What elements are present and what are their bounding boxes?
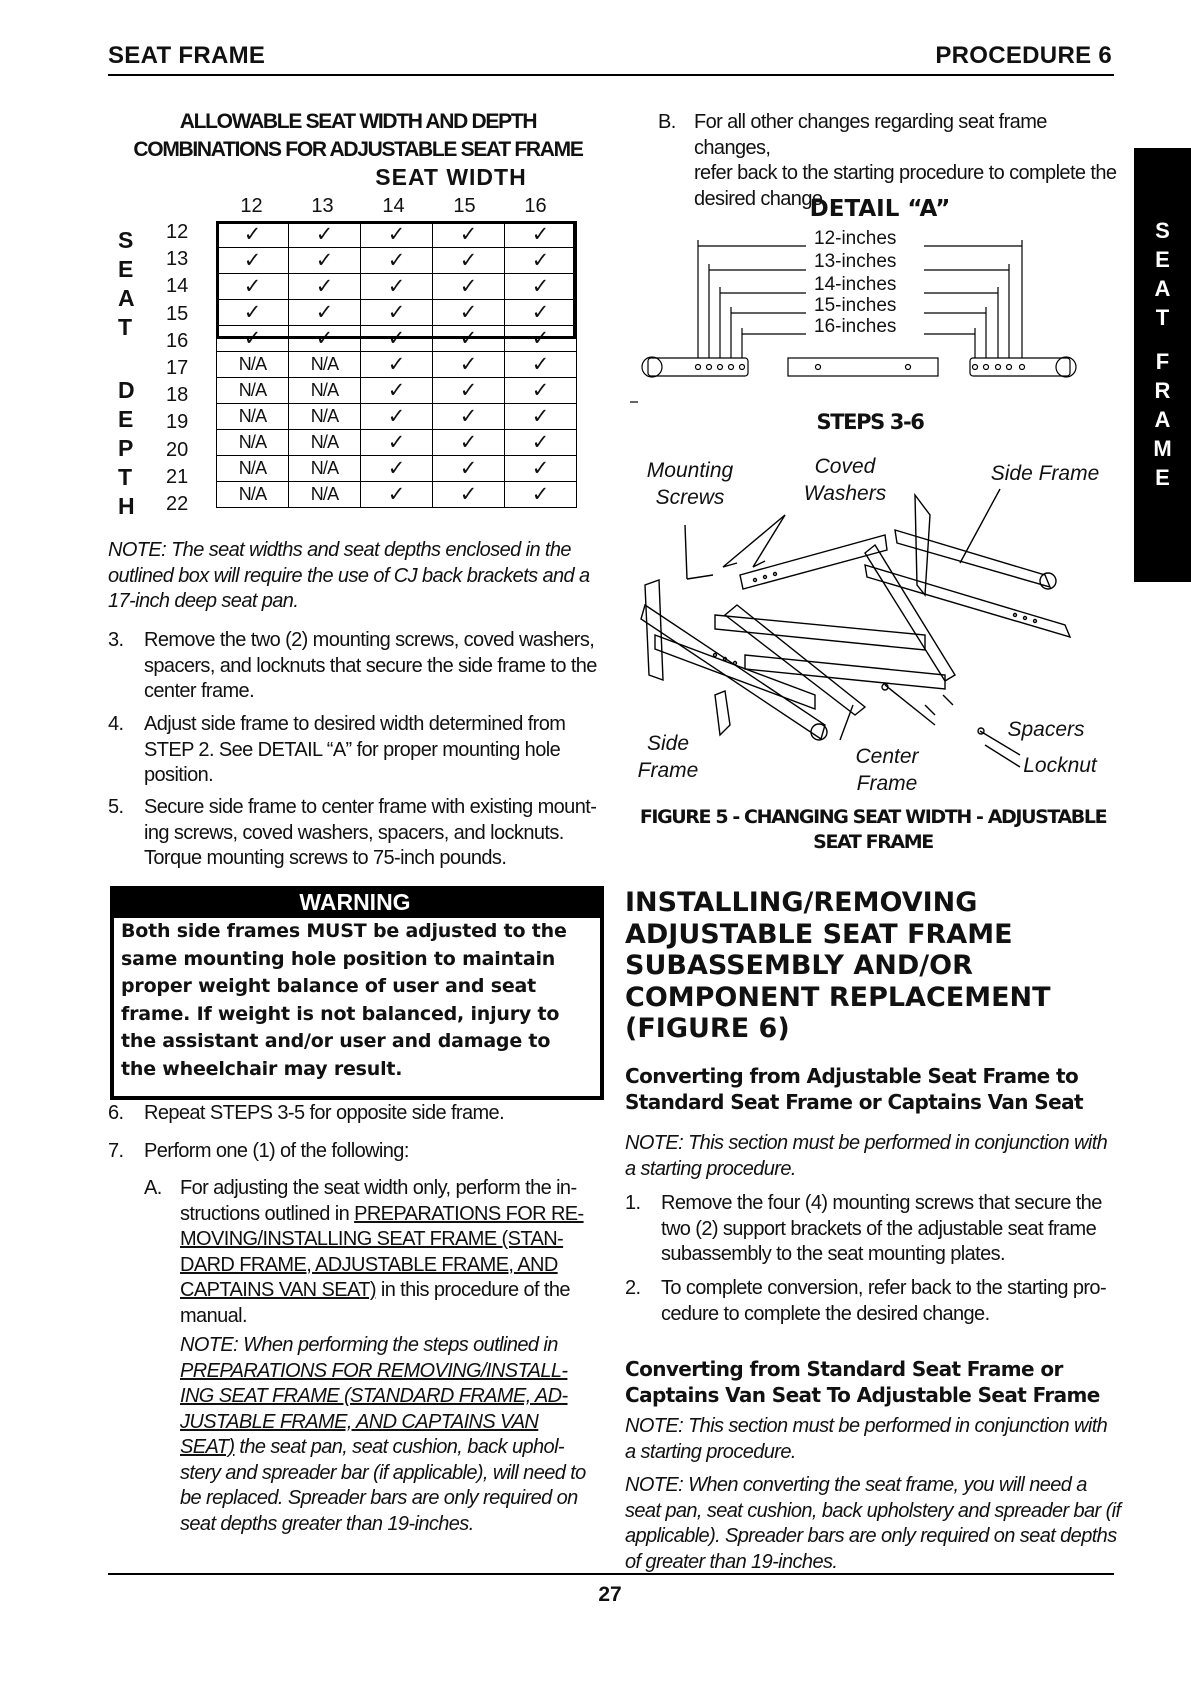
step-number: 1.	[625, 1192, 641, 1214]
side-tab-letter: T	[1155, 305, 1170, 330]
label-side-frame: Side Frame	[990, 462, 1100, 485]
table-cell: ✓	[433, 326, 505, 352]
label-line: Center	[855, 745, 919, 768]
table-row	[217, 248, 577, 274]
depth-letter: T	[118, 314, 133, 340]
table-cell: ✓	[505, 456, 577, 482]
table-cell: ✓	[505, 378, 577, 404]
table-cell: ✓	[505, 248, 577, 274]
table-cell: ✓	[289, 248, 361, 274]
side-tab-letter: R	[1154, 378, 1171, 403]
table-row	[217, 404, 577, 430]
note-line: stery and spreader bar (if applicable), will need to	[180, 1461, 586, 1484]
step-line: cedure to complete the desired change.	[661, 1302, 990, 1325]
side-tab-letter: A	[1154, 276, 1171, 301]
warning-line: proper weight balance of user and seat	[121, 975, 537, 997]
step-text: Repeat STEPS 3-5 for opposite side frame.	[144, 1102, 505, 1124]
note-line: NOTE: The seat widths and seat depths enclosed in the	[108, 539, 571, 561]
step-text: in this procedure of the	[375, 1279, 570, 1301]
row-header: 21	[166, 465, 189, 488]
table-cell: ✓	[505, 222, 577, 248]
procedure-link[interactable]: SEAT)	[180, 1436, 235, 1458]
row-header: 15	[166, 302, 189, 325]
label-line: Mounting	[646, 459, 734, 482]
row-header: 22	[166, 493, 189, 515]
header-rule	[108, 74, 1114, 76]
note-line: 17-inch deep seat pan.	[108, 590, 299, 612]
step-number: 6.	[108, 1102, 124, 1124]
table-row	[217, 378, 577, 404]
step-letter: B.	[658, 111, 676, 133]
warning-text	[121, 918, 587, 1083]
note-line: NOTE: When converting the seat frame, you will need a	[625, 1474, 1087, 1496]
table-cell: N/A	[289, 378, 361, 404]
label-mounting-screws	[635, 457, 745, 511]
note-line: be replaced. Spreader bars are only required on	[180, 1487, 578, 1509]
note-line: NOTE: This section must be performed in conjunction with	[625, 1132, 1108, 1154]
note-line: of greater than 19-inches.	[625, 1550, 838, 1573]
note-converting	[625, 1473, 1125, 1575]
step-text: structions outlined in	[180, 1202, 355, 1225]
table-row	[217, 300, 577, 326]
column-header: 13	[311, 195, 334, 217]
table-cell: ✓	[361, 326, 433, 352]
warning-line: the wheelchair may result.	[121, 1057, 403, 1080]
dimension-label: 13-inches	[814, 251, 897, 272]
label-line: Frame	[637, 759, 699, 782]
table-cell: ✓	[289, 222, 361, 248]
step-line: Remove the two (2) mounting screws, coved washers,	[144, 629, 595, 651]
procedure-link[interactable]: CAPTAINS VAN SEAT)	[180, 1279, 376, 1301]
section-title	[625, 887, 1125, 1045]
side-tab-letter: E	[1155, 247, 1170, 272]
step-line	[180, 1202, 604, 1228]
note-line: seat depths greater than 19-inches.	[180, 1512, 474, 1535]
step-line: manual.	[180, 1304, 247, 1327]
table-cell: ✓	[433, 300, 505, 326]
warning-line: Both side frames MUST be adjusted to the	[121, 920, 567, 942]
step-line: STEP 2. See DETAIL “A” for proper mounting hole	[144, 738, 561, 761]
table-cell: ✓	[361, 352, 433, 378]
step-line: position.	[144, 764, 214, 786]
table-cell: ✓	[361, 482, 433, 508]
label-coved-washers	[790, 453, 900, 507]
side-tab-letter: A	[1154, 407, 1171, 432]
row-header: 12	[166, 221, 189, 243]
title-line: INSTALLING/REMOVING	[625, 887, 978, 918]
table-cell: ✓	[433, 404, 505, 430]
procedure-link[interactable]: JUSTABLE FRAME, AND CAPTAINS VAN	[180, 1410, 539, 1433]
table-title-line1: ALLOWABLE SEAT WIDTH AND DEPTH	[179, 110, 537, 133]
step-line: Secure side frame to center frame with existing mount-	[144, 796, 597, 818]
column-header: 14	[382, 195, 405, 217]
step-line: To complete conversion, refer back to the starting pro-	[661, 1277, 1107, 1299]
table-row	[217, 274, 577, 300]
table-cell: N/A	[289, 456, 361, 482]
depth-letter: E	[118, 406, 134, 432]
table-cell: ✓	[217, 326, 289, 352]
side-tab	[1134, 148, 1191, 582]
step-line: spacers, and locknuts that secure the side frame to the	[144, 654, 597, 677]
procedure-header: PROCEDURE 6	[935, 42, 1112, 69]
subheading-line: Captains Van Seat To Adjustable Seat Frame	[625, 1382, 1100, 1407]
table-cell: ✓	[433, 482, 505, 508]
table-cell: ✓	[289, 300, 361, 326]
depth-letter: H	[118, 493, 135, 519]
note-preparations	[180, 1333, 605, 1537]
label-line: Side	[646, 732, 690, 755]
note-line: seat pan, seat cushion, back upholstery and spreader bar (if	[625, 1499, 1121, 1522]
subheading-line: Converting from Standard Seat Frame or	[625, 1357, 1063, 1381]
table-row	[217, 482, 577, 508]
table-cell: ✓	[289, 274, 361, 300]
step-line: Adjust side frame to desired width determined from	[144, 713, 566, 735]
side-tab-letter: E	[1155, 465, 1170, 490]
side-tab-letter: S	[1155, 218, 1170, 243]
note-line: NOTE: When performing the steps outlined in	[180, 1334, 558, 1356]
caption-line: FIGURE 5 - CHANGING SEAT WIDTH - ADJUSTABLE	[639, 806, 1107, 828]
dimension-label: 12-inches	[814, 228, 897, 249]
table-cell: N/A	[217, 430, 289, 456]
seat-combination-table	[216, 221, 577, 508]
step-line	[180, 1278, 604, 1304]
label-spacers: Spacers	[1007, 718, 1085, 741]
step-number: 4.	[108, 713, 124, 735]
row-header: 16	[166, 329, 189, 352]
figure-5-caption	[628, 806, 1118, 853]
label-line: Screws	[655, 486, 725, 509]
table-cell: N/A	[217, 352, 289, 378]
table-cell: ✓	[361, 274, 433, 300]
table-title-line2: COMBINATIONS FOR ADJUSTABLE SEAT FRAME	[133, 138, 583, 161]
label-side-frame-front	[628, 730, 708, 784]
footer-rule	[108, 1573, 1114, 1575]
table-row	[217, 430, 577, 456]
table-cell: N/A	[289, 482, 361, 508]
note-line: applicable). Spreader bars are only required on seat depths	[625, 1525, 1117, 1547]
step-line: subassembly to the seat mounting plates.	[661, 1243, 1005, 1265]
table-cell: ✓	[505, 300, 577, 326]
procedure-link[interactable]: DARD FRAME, ADJUSTABLE FRAME, AND	[180, 1253, 558, 1276]
table-cell: ✓	[505, 352, 577, 378]
note-line: a starting procedure.	[625, 1440, 796, 1463]
note-cj-brackets	[108, 538, 608, 615]
table-cell: ✓	[505, 482, 577, 508]
step-line: center frame.	[144, 680, 255, 702]
depth-letter: P	[118, 435, 134, 461]
title-line: SUBASSEMBLY AND/OR	[625, 950, 973, 981]
row-header: 18	[166, 384, 189, 407]
label-center-frame	[842, 743, 932, 797]
table-cell: ✓	[217, 248, 289, 274]
subheading-standard-to-adjustable	[625, 1357, 1125, 1408]
warning-line: frame. If weight is not balanced, injury to	[121, 1002, 560, 1025]
note-line: a starting procedure.	[625, 1157, 796, 1180]
steps-title: STEPS 3-6	[816, 410, 924, 434]
table-cell: ✓	[505, 274, 577, 300]
subheading-adjustable-to-standard	[625, 1064, 1125, 1115]
row-header: 13	[166, 248, 189, 271]
table-cell: ✓	[505, 430, 577, 456]
detail-a-title: DETAIL “A”	[809, 196, 951, 222]
subheading-line: Converting from Adjustable Seat Frame to	[625, 1064, 1079, 1088]
table-cell: N/A	[217, 378, 289, 404]
dimension-label: 14-inches	[814, 274, 897, 295]
table-row	[217, 456, 577, 482]
warning-heading: WARNING	[110, 886, 600, 918]
subheading-line: Standard Seat Frame or Captains Van Seat	[625, 1089, 1083, 1114]
procedure-link[interactable]: PREPARATIONS FOR REMOVING/INSTALL-	[180, 1359, 568, 1382]
note-line	[180, 1435, 605, 1461]
step-number: 3.	[108, 629, 124, 651]
step-text: Perform one (1) of the following:	[144, 1140, 409, 1162]
table-cell: N/A	[217, 404, 289, 430]
dimension-label: 16-inches	[814, 316, 897, 337]
page-number: 27	[598, 1583, 622, 1606]
seat-width-label: SEAT WIDTH	[375, 164, 527, 190]
depth-letter: A	[118, 285, 135, 311]
title-line: ADJUSTABLE SEAT FRAME	[625, 918, 1013, 950]
table-cell: ✓	[505, 326, 577, 352]
row-header: 14	[166, 275, 189, 298]
table-row	[217, 352, 577, 378]
table-cell: ✓	[361, 430, 433, 456]
table-cell: ✓	[433, 430, 505, 456]
table-cell: ✓	[433, 222, 505, 248]
procedure-link[interactable]: PREPARATIONS FOR RE-	[354, 1202, 584, 1225]
side-tab-letter: F	[1155, 349, 1170, 374]
table-cell: N/A	[289, 352, 361, 378]
row-header: 17	[166, 357, 189, 379]
table-row	[217, 222, 577, 248]
warning-line: the assistant and/or user and damage to	[121, 1030, 551, 1052]
table-cell: ✓	[361, 222, 433, 248]
step-line: Remove the four (4) mounting screws that secure the	[661, 1192, 1102, 1214]
step-number: 2.	[625, 1277, 641, 1299]
table-cell: ✓	[361, 300, 433, 326]
note-text: the seat pan, seat cushion, back uphol-	[234, 1436, 564, 1458]
table-cell: N/A	[217, 482, 289, 508]
table-cell: N/A	[217, 456, 289, 482]
section-header: SEAT FRAME	[108, 42, 266, 69]
step-line: For adjusting the seat width only, perform the in-	[180, 1177, 577, 1199]
table-cell: N/A	[289, 404, 361, 430]
detail-dimension-labels	[814, 229, 896, 338]
table-cell: ✓	[217, 274, 289, 300]
table-cell: N/A	[289, 430, 361, 456]
note-line: outlined box will require the use of CJ back brackets and a	[108, 564, 590, 587]
depth-letter: D	[118, 377, 135, 403]
procedure-link[interactable]: MOVING/INSTALLING SEAT FRAME (STAN-	[180, 1228, 564, 1250]
label-line: Washers	[803, 482, 887, 505]
caption-line: SEAT FRAME	[813, 831, 933, 853]
column-header: 16	[524, 195, 547, 217]
row-header: 20	[166, 438, 189, 461]
step-line: two (2) support brackets of the adjustable seat frame	[661, 1217, 1097, 1240]
table-cell: ✓	[361, 248, 433, 274]
table-cell: ✓	[433, 456, 505, 482]
table-cell: ✓	[433, 274, 505, 300]
row-header: 19	[166, 411, 189, 434]
step-line: ing screws, coved washers, spacers, and locknuts.	[144, 821, 564, 844]
label-line: Coved	[814, 455, 876, 478]
step-number: 5.	[108, 796, 124, 818]
warning-line: same mounting hole position to maintain	[121, 947, 556, 970]
side-tab-letter: M	[1153, 436, 1172, 461]
table-cell: ✓	[361, 404, 433, 430]
depth-letter: E	[118, 256, 134, 282]
table-cell: ✓	[361, 378, 433, 404]
step-line: Torque mounting screws to 75-inch pounds.	[144, 847, 507, 869]
step-number: 7.	[108, 1140, 124, 1162]
label-line: Frame	[856, 772, 918, 795]
note-conjunction-1	[625, 1131, 1125, 1182]
table-cell: ✓	[217, 222, 289, 248]
column-header: 12	[240, 195, 263, 217]
procedure-link[interactable]: ING SEAT FRAME (STANDARD FRAME, AD-	[180, 1385, 568, 1407]
table-cell: ✓	[433, 248, 505, 274]
step-line: refer back to the starting procedure to complete the	[694, 162, 1117, 184]
depth-letter: S	[118, 227, 134, 253]
dimension-label: 15-inches	[814, 295, 897, 316]
table-cell: ✓	[433, 352, 505, 378]
table-cell: ✓	[505, 404, 577, 430]
table-cell: ✓	[217, 300, 289, 326]
note-line: NOTE: This section must be performed in conjunction with	[625, 1415, 1108, 1437]
table-cell: ✓	[433, 378, 505, 404]
column-header: 15	[453, 195, 476, 217]
title-line: (FIGURE 6)	[625, 1013, 790, 1044]
table-cell: ✓	[361, 456, 433, 482]
step-line: For all other changes regarding seat frame changes,	[694, 111, 1047, 159]
table-row	[217, 326, 577, 352]
title-line: COMPONENT REPLACEMENT	[625, 981, 1051, 1013]
label-locknut: Locknut	[1023, 754, 1097, 777]
depth-letter: T	[118, 464, 133, 490]
note-conjunction-2	[625, 1414, 1125, 1465]
table-cell: ✓	[289, 326, 361, 352]
step-letter: A.	[144, 1177, 162, 1199]
step-line: desired change.	[694, 187, 828, 210]
